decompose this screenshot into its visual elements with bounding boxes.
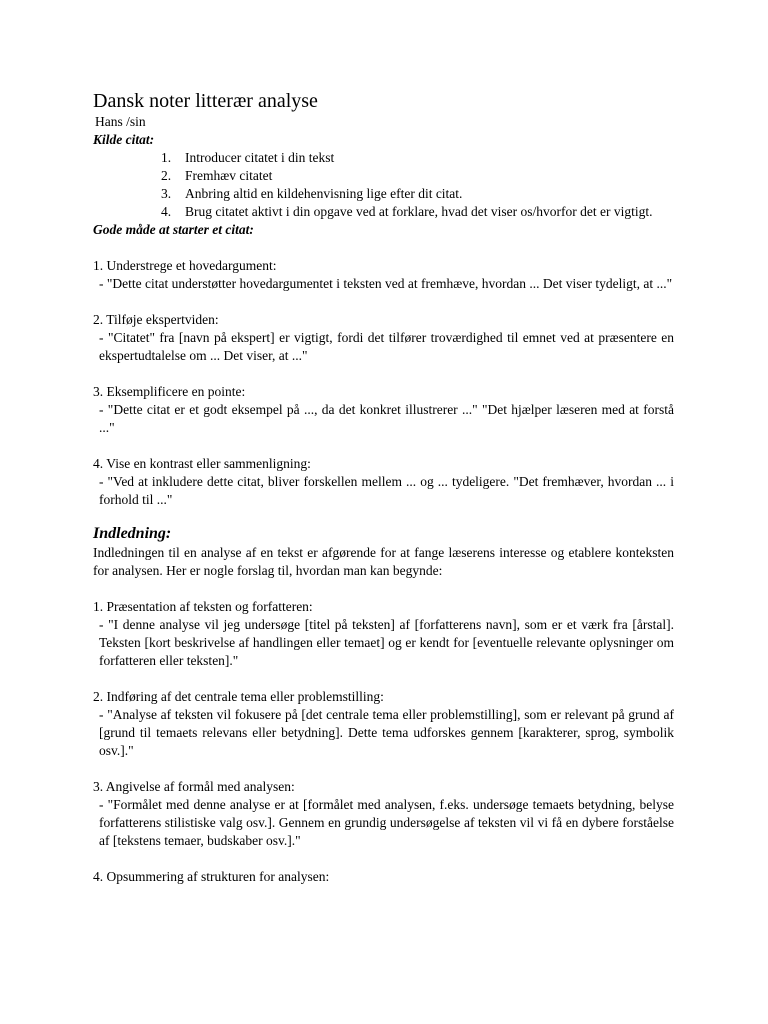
list-text: Fremhæv citatet	[185, 168, 273, 183]
list-number: 2.	[161, 168, 172, 183]
list-number: 4.	[161, 204, 172, 219]
list-text: Anbring altid en kildehenvisning lige efter dit citat.	[185, 186, 463, 201]
section-quote: - "I denne analyse vil jeg undersøge [titel på teksten] af [forfatterens navn], som er et værk fra [årstal]. Teksten [kort beskrivelse af handlingen eller temaet] og er kendt for [eventuelle relevante oplysninger om forfatteren eller teksten]."	[99, 617, 674, 668]
list-item	[93, 185, 674, 203]
list-item	[93, 167, 674, 185]
section-quote: - "Formålet med denne analyse er at [formålet med analysen, f.eks. undersøge temaets betydning, belyse forfatterens stilistiske valg osv.]. Gennem en grundig undersøgelse af teksten vil vi få en dybere forståelse af [tekstens temaer, budskaber osv.]."	[99, 797, 674, 848]
section-quote: - "Dette citat er et godt eksempel på ..., da det konkret illustrerer ..." "Det hjælper læseren med at forstå ..."	[99, 402, 674, 435]
kilde-heading: Kilde citat:	[93, 132, 155, 147]
list-text: Introducer citatet i din tekst	[185, 150, 335, 165]
section-heading: 1. Understrege et hovedargument:	[93, 258, 277, 273]
document-body	[93, 89, 674, 886]
section-heading: 1. Præsentation af teksten og forfatteren:	[93, 599, 313, 614]
section-heading: 3. Eksemplificere en pointe:	[93, 384, 246, 399]
document-title: Dansk noter litterær analyse	[93, 90, 318, 112]
list-item	[93, 203, 674, 221]
list-number: 3.	[161, 186, 172, 201]
list-number: 1.	[161, 150, 172, 165]
section-heading: 3. Angivelse af formål med analysen:	[93, 779, 295, 794]
indledning-intro: Indledningen til en analyse af en tekst er afgørende for at fange læserens interesse og etablere konteksten for analysen. Her er nogle forslag til, hvordan man kan begynde:	[93, 545, 674, 578]
author-line: Hans /sin	[95, 114, 146, 129]
list-item	[93, 149, 674, 167]
section-quote: - "Ved at inkludere dette citat, bliver forskellen mellem ... og ... tydeligere. "Det fremhæver, hvordan ... i forhold til ..."	[99, 474, 674, 507]
section-quote: - "Dette citat understøtter hovedargumentet i teksten ved at fremhæve, hvordan ... Det viser tydeligt, at ..."	[99, 276, 673, 291]
section-quote: - "Analyse af teksten vil fokusere på [det centrale tema eller problemstilling], som er relevant på grund af [grund til temaets relevans eller betydning]. Dette tema udforskes gennem [karakterer, sprog, symbolik osv.]."	[99, 707, 674, 758]
indledning-heading: Indledning:	[93, 525, 172, 542]
section-heading: 2. Indføring af det centrale tema eller problemstilling:	[93, 689, 384, 704]
section-quote: - "Citatet" fra [navn på ekspert] er vigtigt, fordi det tilfører troværdighed til emnet ved at præsentere en ekspertudtalelse om ... Det viser, at ..."	[99, 330, 674, 363]
gode-heading: Gode måde at starter et citat:	[93, 222, 254, 237]
section-heading: 2. Tilføje ekspertviden:	[93, 312, 219, 327]
section-heading: 4. Opsummering af strukturen for analysen:	[93, 869, 330, 884]
kilde-list	[93, 149, 674, 221]
list-text: Brug citatet aktivt i din opgave ved at forklare, hvad det viser os/hvorfor det er vigtigt.	[185, 204, 653, 219]
section-heading: 4. Vise en kontrast eller sammenligning:	[93, 456, 311, 471]
